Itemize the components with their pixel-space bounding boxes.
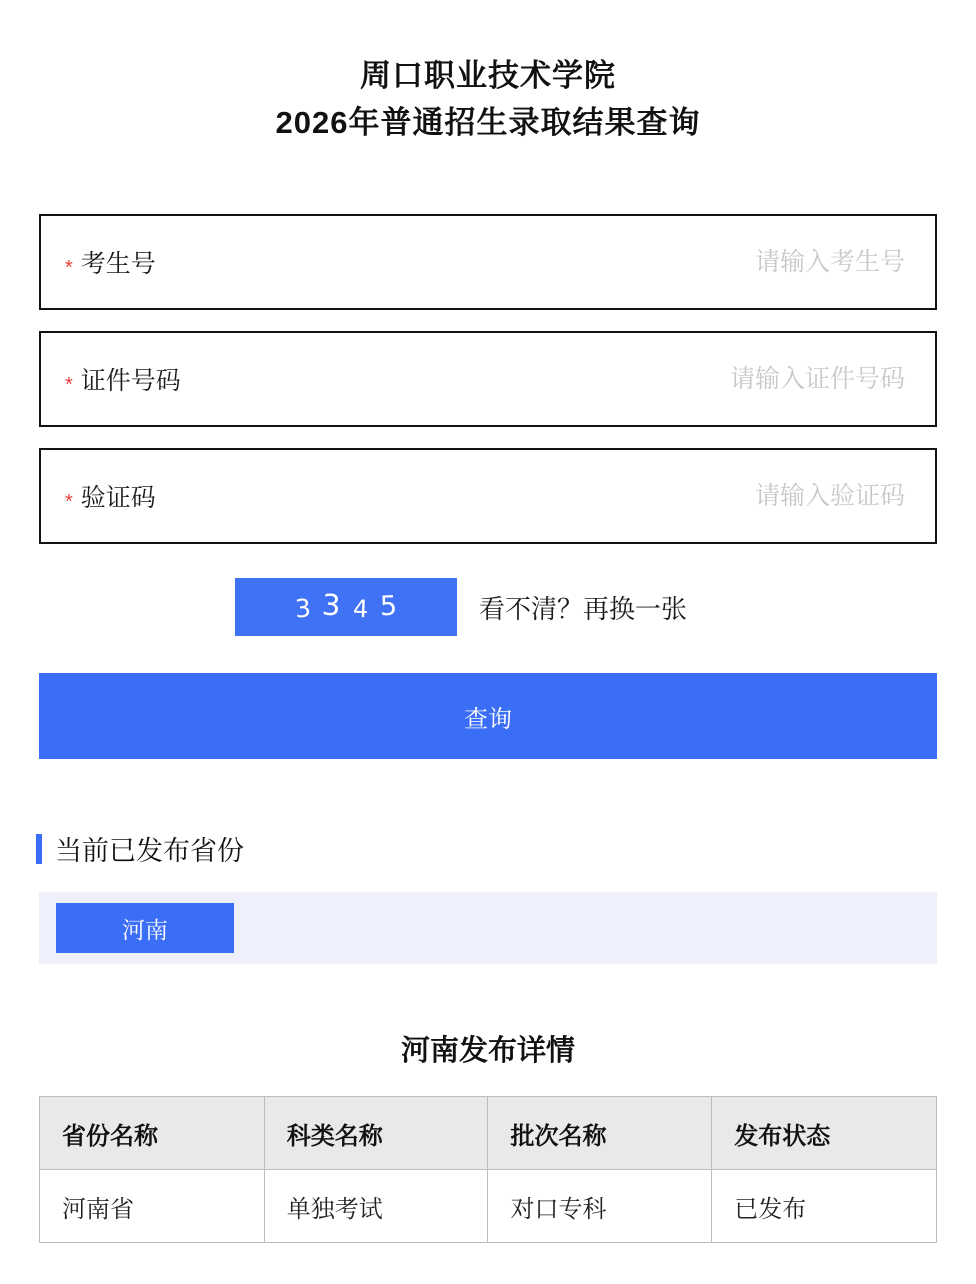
column-header-batch: 批次名称 <box>488 1097 712 1170</box>
field-label-text: 考生号 <box>80 250 156 278</box>
page-title <box>0 0 976 146</box>
query-form <box>39 146 937 759</box>
required-asterisk-icon: * <box>65 374 73 396</box>
cell-province: 河南省 <box>40 1170 265 1243</box>
table-header-row <box>40 1097 937 1170</box>
captcha-input[interactable] <box>487 476 907 516</box>
id-number-input[interactable] <box>487 359 907 399</box>
column-header-subject: 科类名称 <box>264 1097 488 1170</box>
published-provinces-list <box>39 892 937 964</box>
candidate-number-input[interactable] <box>487 242 907 282</box>
field-id-number[interactable] <box>39 331 937 427</box>
column-header-province: 省份名称 <box>40 1097 265 1170</box>
page-title-line-2: 2026年普通招生录取结果查询 <box>275 105 701 140</box>
cell-status: 已发布 <box>712 1170 937 1243</box>
captcha-row <box>235 578 937 636</box>
field-candidate-number[interactable] <box>39 214 937 310</box>
field-label-captcha <box>65 478 156 514</box>
detail-table <box>39 1096 937 1243</box>
column-header-status: 发布状态 <box>712 1097 937 1170</box>
page-title-line-1: 周口职业技术学院 <box>360 58 616 93</box>
field-label-id-number <box>65 361 181 397</box>
field-label-text: 证件号码 <box>80 367 181 395</box>
published-provinces-title: 当前已发布省份 <box>55 836 244 866</box>
cell-batch: 对口专科 <box>488 1170 712 1243</box>
province-chip-henan[interactable]: 河南 <box>56 903 234 953</box>
field-label-candidate-number <box>65 244 156 280</box>
published-provinces-header <box>36 829 976 868</box>
field-label-text: 验证码 <box>80 484 156 512</box>
captcha-digit-4: 5 <box>379 590 398 622</box>
captcha-digit-2: 3 <box>321 587 342 623</box>
detail-title: 河南发布详情 <box>400 1035 575 1067</box>
table-row <box>40 1170 937 1243</box>
captcha-digit-3: 4 <box>352 594 369 624</box>
cell-subject: 单独考试 <box>264 1170 488 1243</box>
captcha-digit-1: 3 <box>293 592 312 624</box>
required-asterisk-icon: * <box>65 257 73 279</box>
section-accent-bar <box>36 834 42 864</box>
required-asterisk-icon: * <box>65 491 73 513</box>
captcha-refresh-link[interactable]: 看不清？再换一张 <box>479 593 688 624</box>
captcha-image[interactable] <box>235 578 457 636</box>
submit-query-button[interactable]: 查询 <box>39 673 937 759</box>
field-captcha[interactable] <box>39 448 937 544</box>
